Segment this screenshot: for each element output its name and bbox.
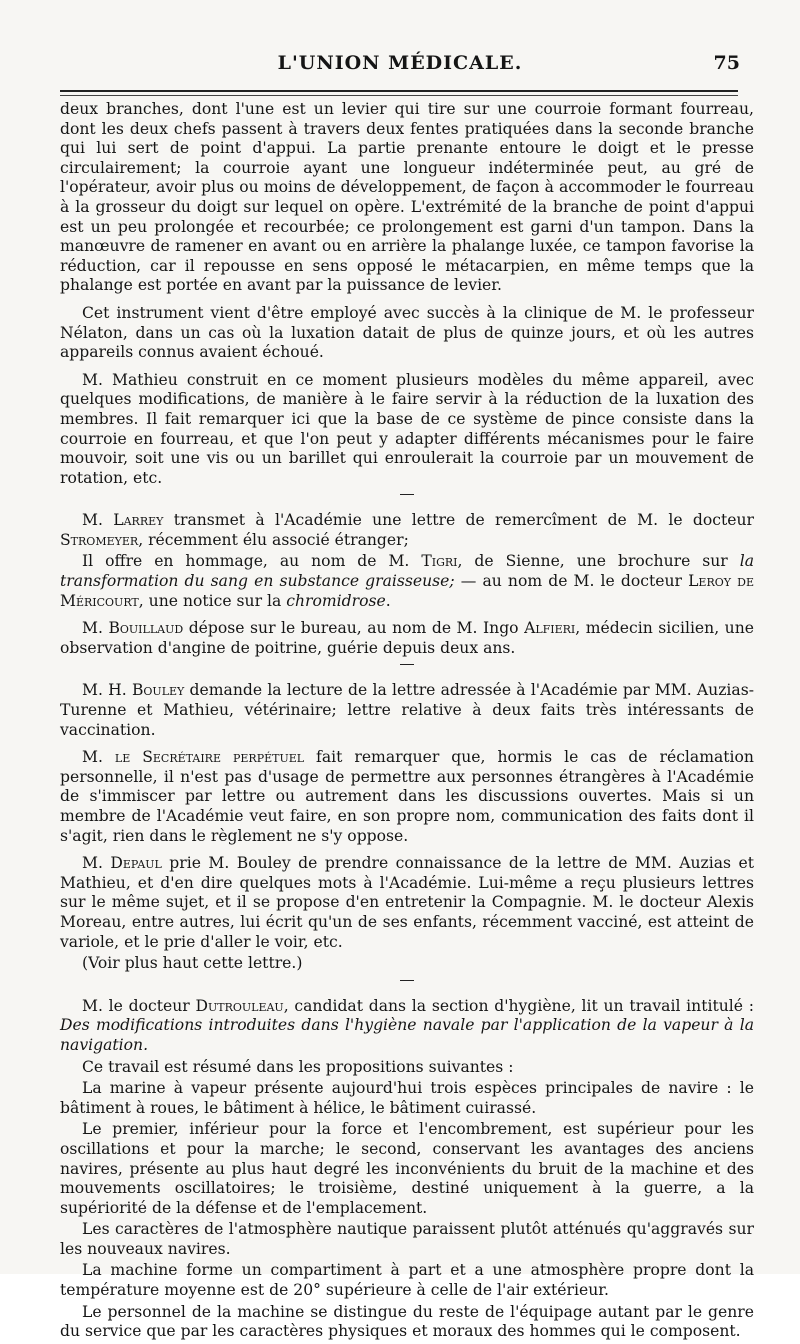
paragraph-marine-vapeur: La marine à vapeur présente aujourd'hui trois espèces principales de navire : le bâtiment à roues, le bâtiment à hélice, le bâtiment cuirassé. bbox=[60, 1079, 754, 1117]
person-name: Alfieri bbox=[524, 619, 576, 638]
header-rule bbox=[60, 90, 738, 92]
person-name: le Secrétaire perpétuel bbox=[114, 748, 305, 767]
section-separator bbox=[400, 980, 414, 981]
paragraph-navires-comparaison: Le premier, inférieur pour la force et l'encombrement, est supérieur pour les oscillations et pour la marche; le second, conservant les avantages des anciens navires, présente au plus haut degré les inconvénients du bruit de la machine et des mouvements oscillatoires; le troisième, destiné uniquement à la guerre, a la supériorité de la défense et de l'emplacement. bbox=[60, 1120, 754, 1217]
paragraph-voir-plus-haut: (Voir plus haut cette lettre.) bbox=[82, 954, 303, 973]
paragraph-larrey: M. Larrey transmet à l'Académie une lettre de remercîment de M. le docteur Stromeyer, récemment élu associé étranger; bbox=[60, 511, 754, 549]
paragraph-bouillaud: M. Bouillaud dépose sur le bureau, au nom de M. Ingo Alfieri, médecin sicilien, une observation d'angine de poitrine, guérie depuis deux ans. bbox=[60, 619, 754, 657]
article-body bbox=[60, 100, 754, 1344]
paragraph-bouley: M. H. Bouley demande la lecture de la lettre adressée à l'Académie par MM. Auzias-Turenne et Mathieu, vétérinaire; lettre relative à deux faits très intéressants de vaccination. bbox=[60, 681, 754, 739]
paragraph-resume: Ce travail est résumé dans les propositions suivantes : bbox=[82, 1057, 514, 1076]
person-name: Larrey bbox=[113, 511, 164, 530]
paragraph-mathieu-models: M. Mathieu construit en ce moment plusieurs modèles du même appareil, avec quelques modifications, de manière à le faire servir à la réduction de la luxation des membres. Il fait remarquer ici que la base de ce système de pince consiste dans la courroie en fourreau, et que l'on peut y adapter différents mécanismes pour le faire mouvoir, soit une vis ou un barillet qui enroulerait la courroie par un mouvement de rotation, etc. bbox=[60, 370, 754, 487]
running-header bbox=[60, 52, 740, 88]
paragraph-tigri: Il offre en hommage, au nom de M. Tigri, de Sienne, une brochure sur la transformation du sang en substance graisseuse; — au nom de M. le docteur Leroy de Méricourt, une notice sur la chromidrose. bbox=[60, 552, 754, 610]
work-title: la transformation du sang en substance graisseuse; bbox=[60, 552, 754, 591]
paragraph-secretaire: M. le Secrétaire perpétuel fait remarquer que, hormis le cas de réclamation personnelle, il n'est pas d'usage de permettre aux personnes étrangères à l'Académie de s'immiscer par lettre ou autrement dans les discussions ouvertes. Mais si un membre de l'Académie veut faire, en son propre nom, communication des faits dont il s'agit, rien dans le règlement ne s'y oppose. bbox=[60, 748, 754, 845]
person-name: Depaul bbox=[110, 854, 162, 873]
journal-title: L'UNION MÉDICALE. bbox=[277, 52, 523, 74]
work-title: Des modifications introduites dans l'hygiène navale par l'application de la vapeur à la navigation. bbox=[60, 1016, 754, 1054]
paragraph-dutrouleau: M. le docteur Dutrouleau, candidat dans la section d'hygiène, lit un travail intitulé : Des modifications introduites dans l'hygiène navale par l'application de la vapeur à la navigation. bbox=[60, 996, 754, 1054]
paragraph-machine: La machine forme un compartiment à part et a une atmosphère propre dont la température moyenne est de 20° supérieure à celle de l'air extérieur. bbox=[60, 1261, 754, 1300]
paragraph-atmosphere: Les caractères de l'atmosphère nautique paraissent plutôt atténués qu'aggravés sur les nouveaux navires. bbox=[60, 1220, 754, 1258]
person-name: Bouillaud bbox=[108, 619, 184, 638]
section-separator bbox=[400, 664, 414, 665]
person-name: Stromeyer bbox=[60, 530, 139, 549]
paragraph-depaul: M. Depaul prie M. Bouley de prendre connaissance de la lettre de MM. Auzias et Mathieu, et d'en dire quelques mots à l'Académie. Lui-même a reçu plusieurs lettres sur le même sujet, et il se propose d'en entretenir la Compagnie. M. le docteur Alexis Moreau, entre autres, lui écrit qu'un de ses enfants, récemment vacciné, est atteint de variole, et le prie d'aller le voir, etc. bbox=[60, 854, 754, 951]
person-name: Tigri bbox=[421, 552, 458, 571]
header-rule-thin bbox=[60, 95, 738, 96]
section-separator bbox=[400, 494, 414, 495]
paragraph-instrument-description: deux branches, dont l'une est un levier qui tire sur une courroie formant fourreau, dont les deux chefs passent à travers deux fentes pratiquées dans la seconde branche qui lui sert de point d'appui. La partie prenante entoure le doigt et le presse circulairement; la courroie ayant une longueur indéterminée peut, au gré de l'opérateur, avoir plus ou moins de développement, de façon à accommoder le fourreau à la grosseur du doigt sur lequel on opère. L'extrémité de la branche de point d'appui est un peu prolongée et recourbée; ce prolongement est garni d'un tampon. Dans la manœuvre de ramener en avant ou en arrière la phalange luxée, ce tampon favorise la réduction, car il repousse en sens opposé le métacarpien, en même temps que la phalange est portée en avant par la puissance de levier. bbox=[60, 100, 754, 295]
paragraph-nelaton-clinic: Cet instrument vient d'être employé avec succès à la clinique de M. le professeur Nélaton, dans un cas où la luxation datait de plus de quinze jours, et où les autres appareils connus avaient échoué. bbox=[60, 303, 754, 362]
person-name: Bouley bbox=[131, 681, 185, 700]
work-title: chromidrose bbox=[286, 591, 386, 610]
page-number: 75 bbox=[713, 52, 740, 74]
person-name: Dutrouleau bbox=[195, 996, 284, 1015]
person-name: Leroy de Méricourt bbox=[60, 572, 754, 610]
paragraph-personnel: Le personnel de la machine se distingue du reste de l'équipage autant par le genre du service que par les caractères physiques et moraux des hommes qui le composent. bbox=[60, 1302, 754, 1341]
